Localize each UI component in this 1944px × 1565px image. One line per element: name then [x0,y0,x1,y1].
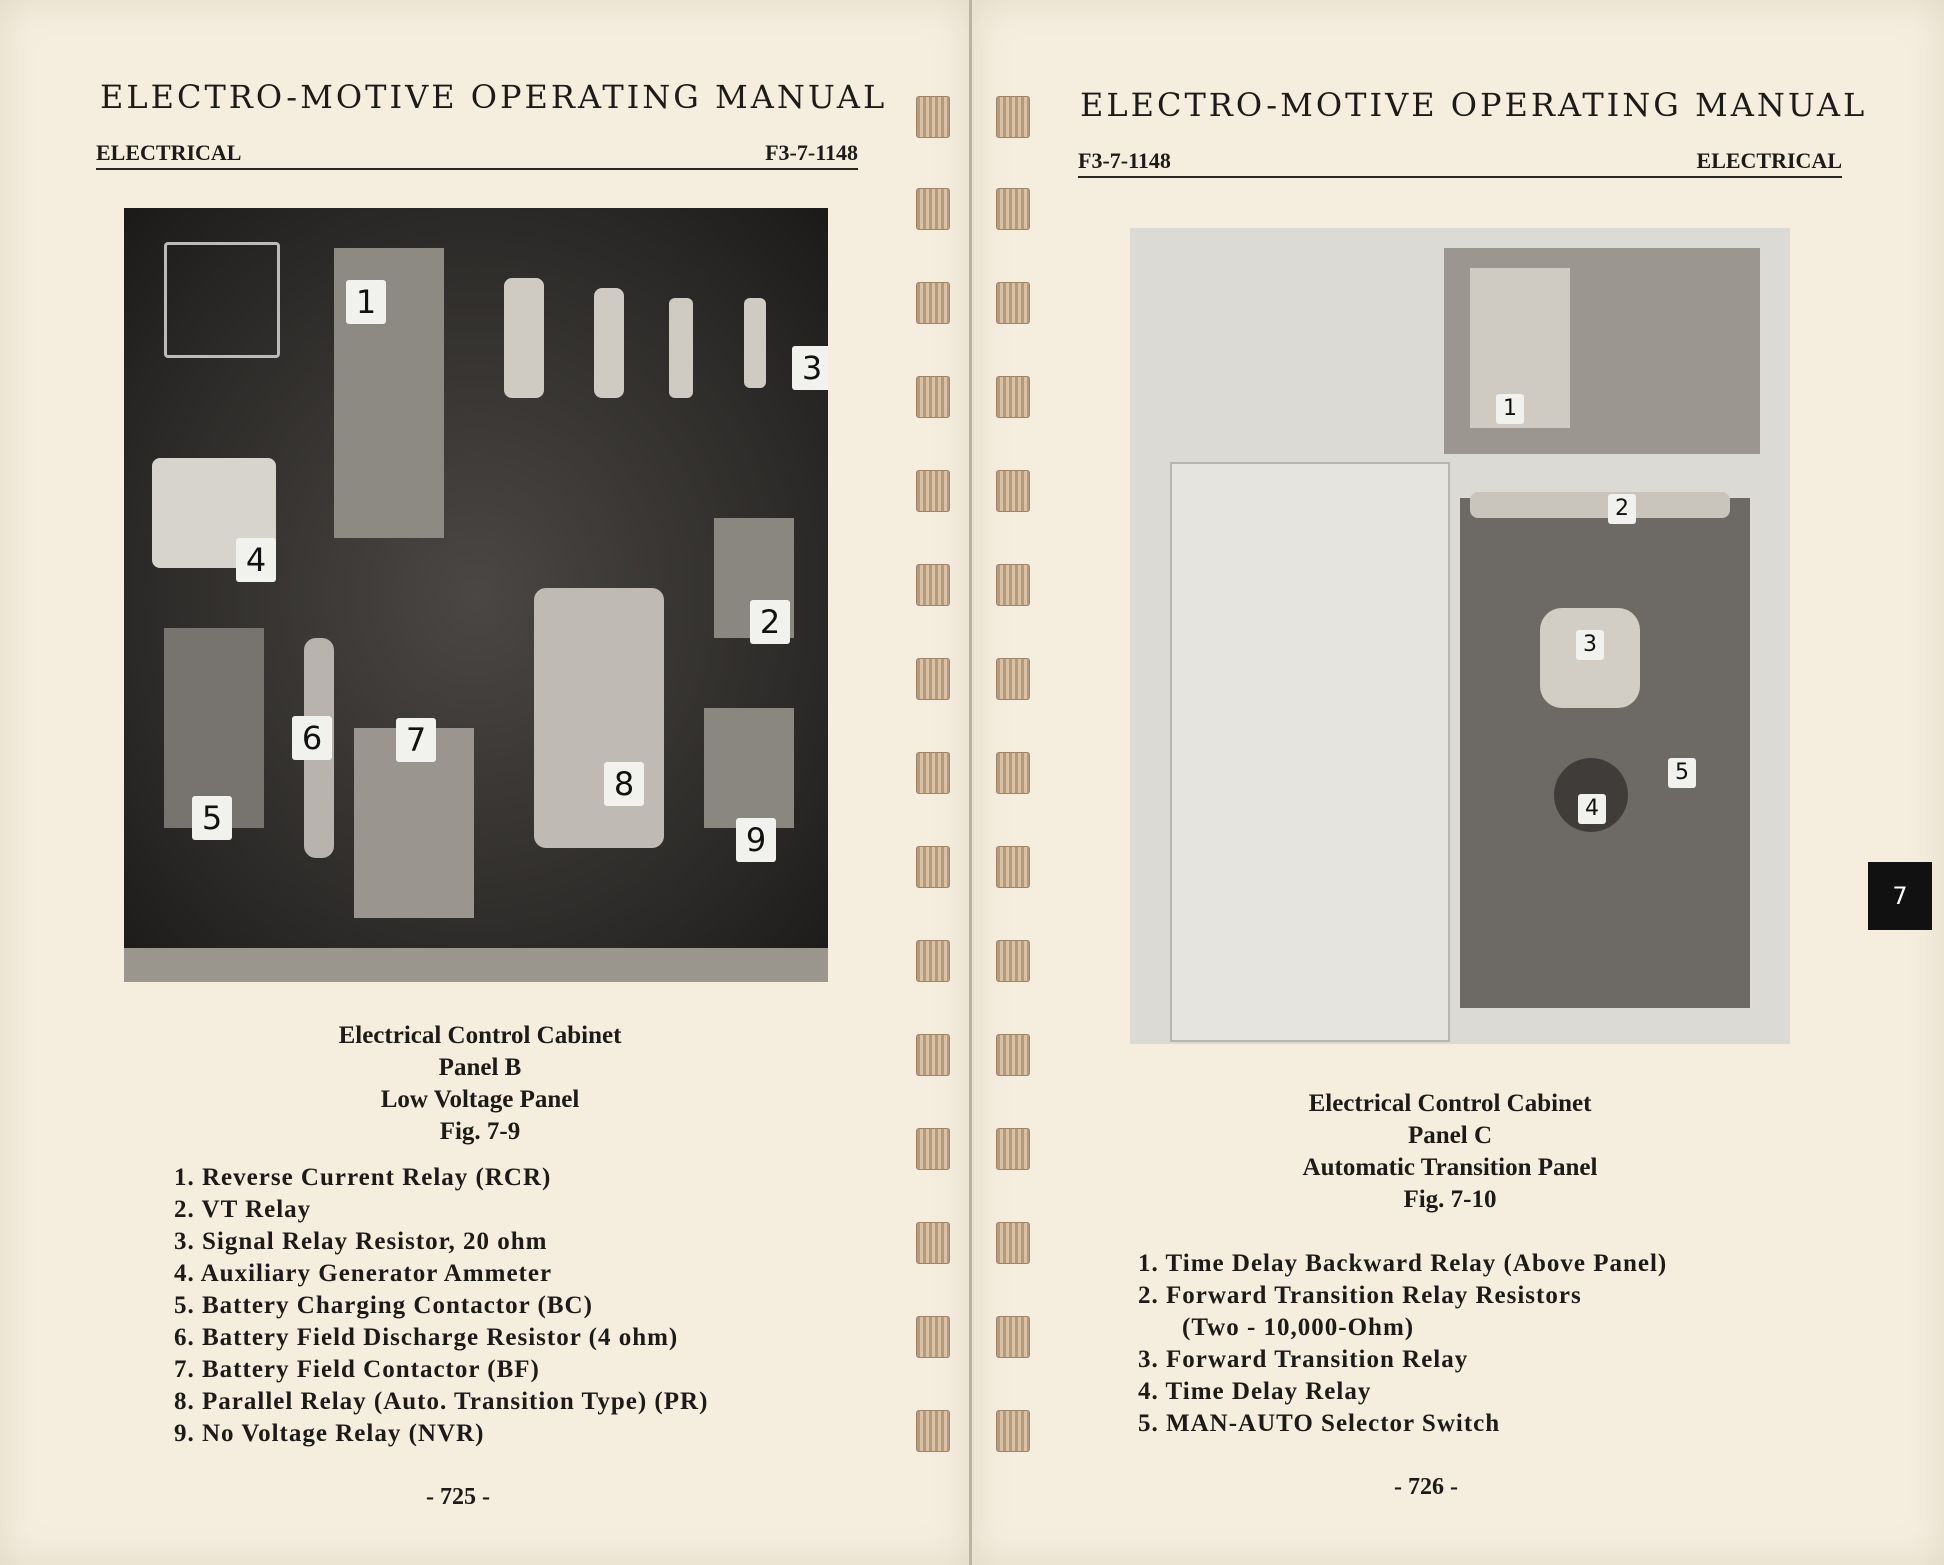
legend-list [1138,1248,1667,1440]
list-item: 3. Forward Transition Relay [1138,1346,1469,1373]
binding-hole [996,1316,1030,1358]
list-item: 9. No Voltage Relay (NVR) [174,1420,485,1447]
binding-hole [916,752,950,794]
figure-photo-panel-b [124,208,828,982]
photo-label-4: 4 [236,538,276,582]
binding-hole [996,1034,1030,1076]
page-number: - 726 - [1394,1474,1458,1500]
binding-hole [996,470,1030,512]
list-item: 6. Battery Field Discharge Resistor (4 ohm) [174,1324,679,1351]
manual-title: ELECTRO-MOTIVE OPERATING MANUAL [100,78,888,116]
photo-label-5: 5 [192,796,232,840]
photo-label-4: 4 [1578,794,1606,824]
header-rule [1078,142,1842,178]
manual-code: F3-7-1148 [1078,148,1171,173]
list-item: 1. Time Delay Backward Relay (Above Panel) [1138,1250,1668,1277]
photo-label-5: 5 [1668,758,1696,788]
list-item: 1. Reverse Current Relay (RCR) [174,1164,552,1191]
left-page [0,0,970,1565]
figure-photo-panel-c [1130,228,1790,1044]
binding-hole [996,564,1030,606]
list-item: 4. Auxiliary Generator Ammeter [174,1260,553,1287]
binding-hole [996,188,1030,230]
binding-hole [916,658,950,700]
binding-hole [996,376,1030,418]
binding-hole [916,1316,950,1358]
list-item: (Two - 10,000-Ohm) [1182,1314,1415,1341]
page-number: - 725 - [426,1484,490,1510]
binding-hole [916,1128,950,1170]
caption-line-1: Electrical Control Cabinet [338,1022,622,1049]
list-item: 2. Forward Transition Relay Resistors [1138,1282,1582,1309]
photo-label-9: 9 [736,818,776,862]
list-item: 5. Battery Charging Contactor (BC) [174,1292,593,1319]
binding-hole [916,1034,950,1076]
photo-label-2: 2 [1608,494,1636,524]
binding-hole [996,1222,1030,1264]
manual-title: ELECTRO-MOTIVE OPERATING MANUAL [1080,86,1868,124]
photo-label-3: 3 [1576,630,1604,660]
photo-label-8: 8 [604,762,644,806]
binding-hole [916,376,950,418]
list-item: 8. Parallel Relay (Auto. Transition Type) (PR) [174,1388,709,1415]
binding-hole [916,940,950,982]
photo-label-1: 1 [346,280,386,324]
photo-label-2: 2 [750,600,790,644]
binding-hole [996,1410,1030,1452]
list-item: 5. MAN-AUTO Selector Switch [1138,1410,1501,1437]
caption-line-4: Fig. 7-9 [439,1118,521,1145]
binding-hole [916,470,950,512]
photo-label-1: 1 [1496,394,1524,424]
figure-caption [1240,1088,1660,1216]
list-item: 4. Time Delay Relay [1138,1378,1372,1405]
photo-label-6: 6 [292,716,332,760]
binding-hole [996,658,1030,700]
binding-hole [996,940,1030,982]
binding-hole [916,282,950,324]
binding-hole [916,96,950,138]
caption-line-2: Panel C [1407,1122,1493,1149]
header-rule [96,134,858,170]
photo-label-7: 7 [396,718,436,762]
caption-line-3: Low Voltage Panel [380,1086,580,1113]
binding-hole [996,846,1030,888]
caption-line-2: Panel B [438,1054,522,1081]
caption-line-4: Fig. 7-10 [1403,1186,1497,1213]
caption-line-1: Electrical Control Cabinet [1308,1090,1592,1117]
legend-list [174,1162,708,1450]
section-label: ELECTRICAL [1696,148,1842,173]
binding-hole [996,752,1030,794]
binding-hole [916,1222,950,1264]
binding-hole [916,846,950,888]
binding-hole [916,1410,950,1452]
section-label: ELECTRICAL [96,140,242,165]
manual-code: F3-7-1148 [765,140,858,165]
caption-line-3: Automatic Transition Panel [1302,1154,1598,1181]
list-item: 2. VT Relay [174,1196,312,1223]
photo-label-3: 3 [792,346,828,390]
binding-hole [916,188,950,230]
binding-hole [996,96,1030,138]
list-item: 3. Signal Relay Resistor, 20 ohm [174,1228,548,1255]
figure-caption [280,1020,680,1148]
binding-hole [996,282,1030,324]
list-item: 7. Battery Field Contactor (BF) [174,1356,540,1383]
binding-hole [996,1128,1030,1170]
section-tab: 7 [1868,862,1932,930]
binding-hole [916,564,950,606]
